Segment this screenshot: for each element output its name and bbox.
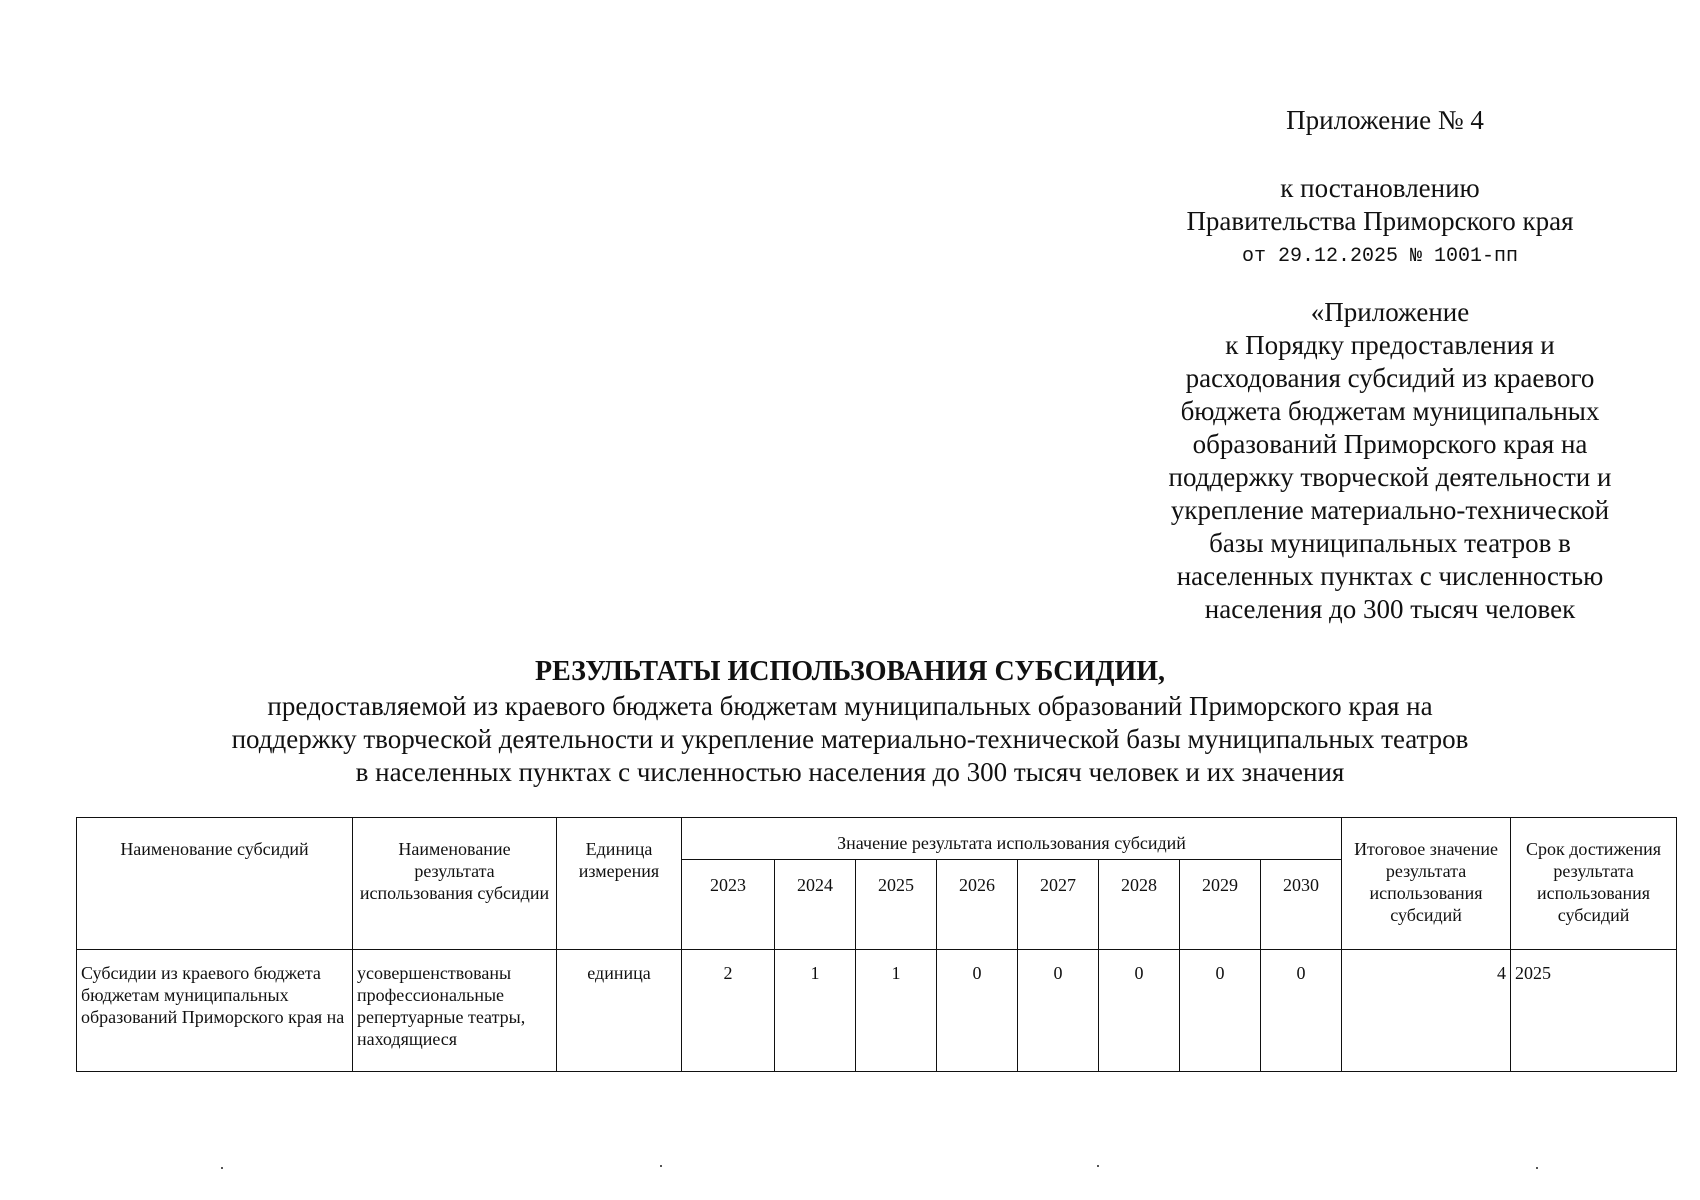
header-unit: Единица измерения [557,818,682,950]
header-year: 2025 [856,860,937,950]
header-values-group: Значение результата использования субсидий [682,818,1342,860]
subtitle-line: поддержку творческой деятельности и укрепление материально-технической базы муниципальных театров [231,724,1469,754]
header-year: 2027 [1018,860,1099,950]
header-subsidy-name: Наименование субсидий [77,818,353,950]
resolution-date-number: от 29.12.2025 № 1001-пп [1241,245,1519,268]
order-line: укрепление материально-технической [1170,495,1610,525]
appendix-number: Приложение № 4 [1286,105,1484,135]
table-row [77,950,1677,1072]
order-reference-block [1100,296,1680,626]
cell-deadline: 2025 [1511,950,1677,1072]
header-total: Итоговое значение результата использования субсидий [1342,818,1511,950]
cell-year-value: 2 [682,950,775,1072]
scan-speck [221,1167,223,1169]
order-line: бюджета бюджетам муниципальных [1180,396,1600,426]
header-year: 2023 [682,860,775,950]
document-subtitle [0,690,1700,789]
to-resolution-line: к постановлению [1280,173,1480,203]
document-title: РЕЗУЛЬТАТЫ ИСПОЛЬЗОВАНИЯ СУБСИДИИ, [534,656,1166,687]
order-line: населения до 300 тысяч человек [1204,594,1576,624]
header-year: 2024 [775,860,856,950]
cell-year-value: 0 [1018,950,1099,1072]
cell-year-value: 1 [856,950,937,1072]
scan-speck [1536,1167,1538,1169]
order-line: населенных пунктах с численностью [1176,561,1604,591]
order-line: образований Приморского края на [1192,429,1588,459]
header-deadline: Срок достижения результата использования субсидий [1511,818,1677,950]
results-table [76,817,1677,1072]
order-line: «Приложение [1310,297,1470,327]
government-line: Правительства Приморского края [1186,206,1574,236]
cell-year-value: 0 [1261,950,1342,1072]
cell-unit: единица [557,950,682,1072]
cell-total: 4 [1342,950,1511,1072]
header-year: 2030 [1261,860,1342,950]
order-line: расходования субсидий из краевого [1185,363,1595,393]
header-result-name: Наименование результата использования субсидии [353,818,557,950]
subtitle-line: предоставляемой из краевого бюджета бюджетам муниципальных образований Приморского края на [267,691,1433,721]
table-header-row [77,818,1677,860]
scan-speck [1097,1165,1099,1167]
header-year: 2028 [1099,860,1180,950]
header-year: 2029 [1180,860,1261,950]
cell-year-value: 0 [1180,950,1261,1072]
cell-subsidy-name: Субсидии из краевого бюджета бюджетам муниципальных образований Приморского края на [77,950,353,1072]
order-line: базы муниципальных театров в [1209,528,1571,558]
header-year: 2026 [937,860,1018,950]
subtitle-line: в населенных пунктах с численностью населения до 300 тысяч человек и их значения [355,757,1345,787]
cell-year-value: 0 [937,950,1018,1072]
cell-year-value: 1 [775,950,856,1072]
scan-speck [660,1165,662,1167]
cell-year-value: 0 [1099,950,1180,1072]
order-line: к Порядку предоставления и [1225,330,1555,360]
order-line: поддержку творческой деятельности и [1168,462,1612,492]
cell-result-name: усовершенствованы профессиональные репертуарные театры, находящиеся [353,950,557,1072]
